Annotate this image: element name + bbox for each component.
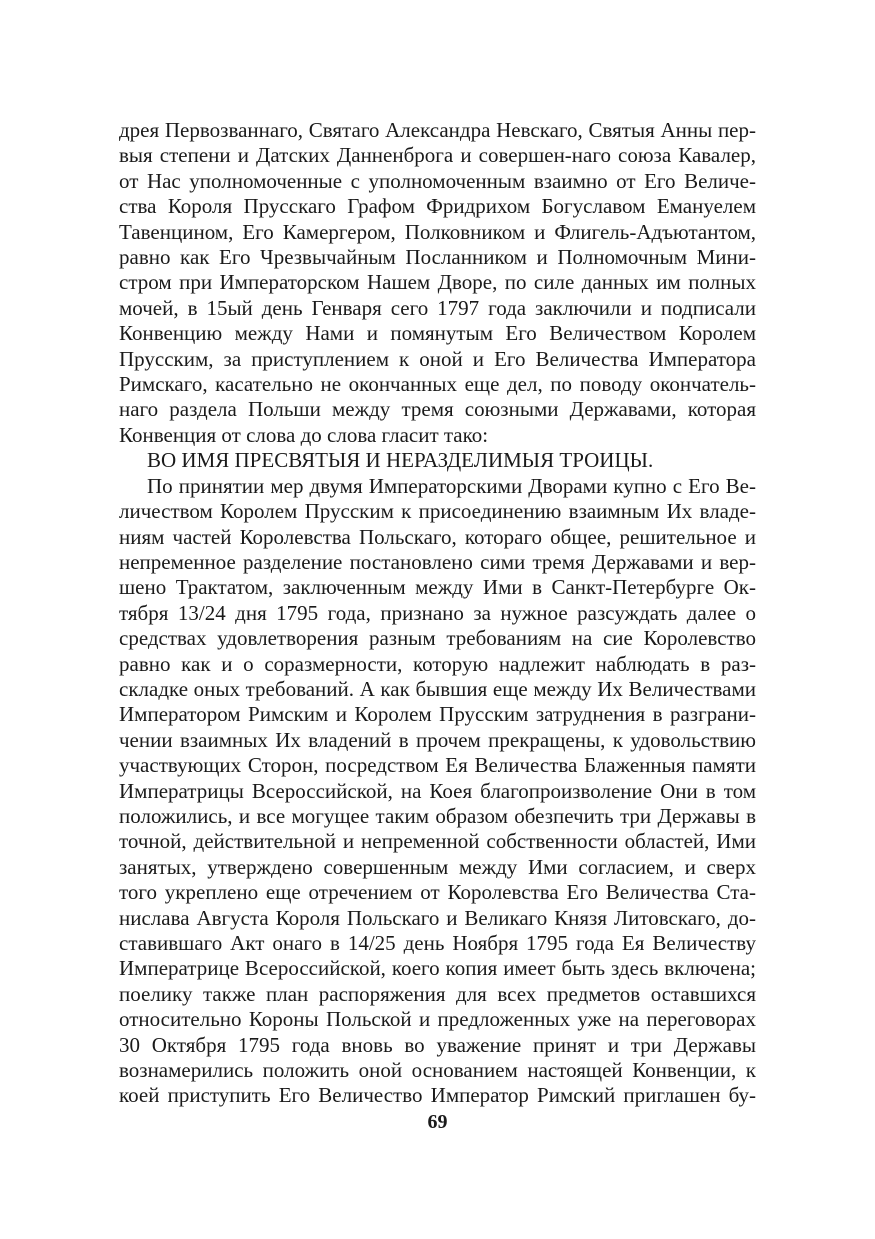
text-line: личеством Королем Прусским к присоединению взаимным Их владе-: [119, 499, 756, 524]
paragraph-2: [119, 474, 756, 1109]
text-line: выя степени и Датских Данненброга и совершен-наго союза Кавалер,: [119, 143, 756, 168]
text-line: дрея Первозваннаго, Святаго Александра Невскаго, Святыя Анны пер-: [119, 118, 756, 142]
text-line: Прусским, за приступлением к оной и Его Величества Императора: [119, 346, 756, 371]
text-line: поелику также план распоряжения для всех предметов оставшихся: [119, 981, 756, 1006]
text-line: равно как Его Чрезвычайным Посланником и Полномочным Мини-: [119, 245, 756, 270]
text-line: Императрице Всероссийской, коего копия имеет быть здесь включена;: [119, 956, 756, 981]
paragraph-1: [119, 118, 756, 448]
text-line: точной, действительной и непременной собственности областей, Ими: [119, 829, 756, 854]
section-heading-block: [119, 448, 756, 473]
text-line: относительно Короны Польской и предложенных уже на переговорах: [119, 1007, 756, 1032]
text-line: стром при Императорском Нашем Дворе, по силе данных им полных: [119, 270, 756, 295]
section-heading: ВО ИМЯ ПРЕСВЯТЫЯ И НЕРАЗДЕЛИМЫЯ ТРОИЦЫ.: [147, 448, 654, 473]
text-line: от Нас уполномоченные с уполномоченным взаимно от Его Величе-: [119, 168, 756, 193]
text-line: того укреплено еще отречением от Королевства Его Величества Ста-: [119, 880, 756, 905]
text-line: наго раздела Польши между тремя союзными Державами, которая: [119, 397, 756, 422]
document-page: [119, 118, 756, 1109]
text-line: 30 Октября 1795 года вновь во уважение принят и три Державы: [119, 1032, 756, 1057]
text-line: Императрицы Всероссийской, на Коея благопроизволение Они в том: [119, 778, 756, 803]
text-line: складке оных требований. А как бывшия еще между Их Величествами: [119, 676, 756, 701]
text-line: ниям частей Королевства Польскаго, котораго общее, решительное и: [119, 524, 756, 549]
text-line: положились, и все могущее таким образом обезпечить три Державы в: [119, 803, 756, 828]
page-number: 69: [427, 1111, 448, 1133]
text-line: По принятии мер двумя Императорскими Дворами купно с Его Ве-: [147, 473, 756, 498]
text-line: коей приступить Его Величество Император Римский приглашен бу-: [119, 1083, 756, 1108]
text-line: равно как и о соразмерности, которую надлежит наблюдать в раз-: [119, 651, 756, 676]
text-line: Тавенцином, Его Камергером, Полковником и Флигель-Адъютантом,: [119, 219, 756, 244]
text-line: Императором Римским и Королем Прусским затруднения в разграни-: [119, 702, 756, 727]
text-line: Римскаго, касательно не окончанных еще дел, по поводу окончатель-: [119, 372, 756, 397]
text-line: мочей, в 15ый день Генваря сего 1797 года заключили и подписали: [119, 295, 756, 320]
text-line: тября 13/24 дня 1795 года, признано за нужное разсуждать далее о: [119, 600, 756, 625]
text-line: средствах удовлетворения разным требованиям на сие Королевство: [119, 626, 756, 651]
text-line: чении взаимных Их владений в прочем прекращены, к удовольствию: [119, 727, 756, 752]
text-line: нислава Августа Короля Польскаго и Великаго Князя Литовскаго, до-: [119, 905, 756, 930]
text-line: Конвенция от слова до слова гласит тако:: [119, 422, 489, 447]
text-line: вознамерились положить оной основанием настоящей Конвенции, к: [119, 1058, 756, 1083]
text-line: шено Трактатом, заключенным между Ими в Санкт-Петербурге Ок-: [119, 575, 756, 600]
text-line: участвующих Сторон, посредством Ея Величества Блаженныя памяти: [119, 753, 756, 778]
text-line: Конвенцию между Нами и помянутым Его Величеством Королем: [119, 321, 756, 346]
text-line: непременное разделение постановлено сими тремя Державами и вер-: [119, 549, 756, 574]
text-line: занятых, утверждено совершенным между Ими согласием, и сверх: [119, 854, 756, 879]
text-line: ства Короля Прусскаго Графом Фридрихом Богуславом Емануелем: [119, 194, 756, 219]
text-line: ставившаго Акт онаго в 14/25 день Ноября 1795 года Ея Величеству: [119, 931, 756, 955]
